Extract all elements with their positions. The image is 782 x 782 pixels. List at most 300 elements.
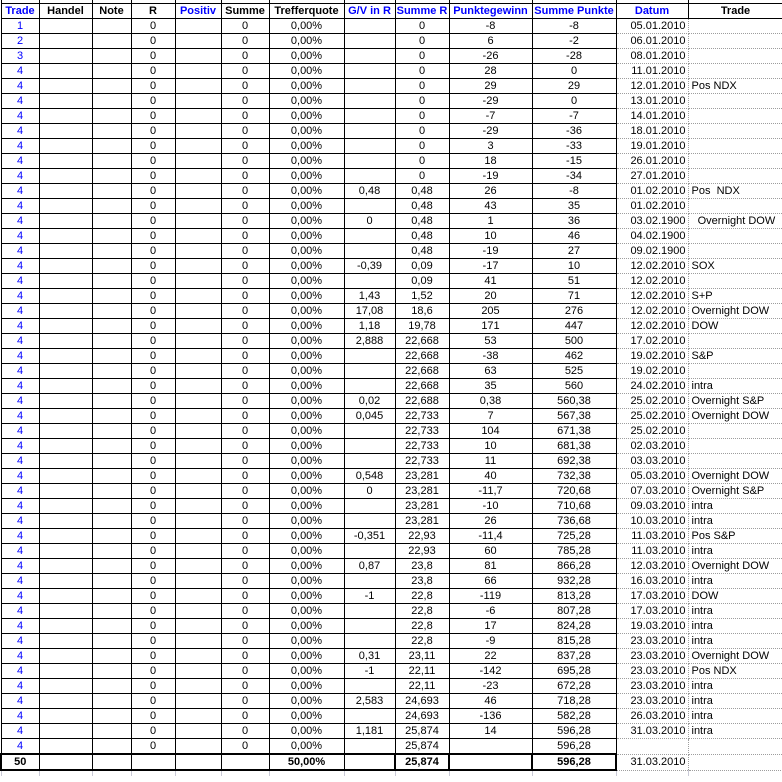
cell-punktegewinn[interactable]: 26 bbox=[449, 184, 532, 199]
cell-summe[interactable]: 0 bbox=[221, 574, 269, 589]
cell-r[interactable]: 0 bbox=[131, 484, 175, 499]
cell-summe-r[interactable]: 0 bbox=[395, 79, 449, 94]
cell-summe-r[interactable]: 22,8 bbox=[395, 634, 449, 649]
cell-summe[interactable]: 0 bbox=[221, 169, 269, 184]
cell-summe-punkte[interactable]: 46 bbox=[532, 229, 616, 244]
cell-summe[interactable]: 0 bbox=[221, 364, 269, 379]
cell-r[interactable]: 0 bbox=[131, 619, 175, 634]
cell-summe[interactable]: 0 bbox=[221, 499, 269, 514]
cell-trefferquote[interactable]: 0,00% bbox=[269, 499, 344, 514]
cell-summe[interactable]: 0 bbox=[221, 289, 269, 304]
cell-handel[interactable] bbox=[39, 289, 92, 304]
cell-positiv[interactable] bbox=[175, 49, 221, 64]
cell-trefferquote[interactable]: 0,00% bbox=[269, 694, 344, 709]
cell-summe[interactable]: 0 bbox=[221, 244, 269, 259]
cell-punktegewinn[interactable]: 40 bbox=[449, 469, 532, 484]
cell-gv-in-r[interactable]: 2,888 bbox=[344, 334, 395, 349]
cell-trefferquote[interactable]: 0,00% bbox=[269, 214, 344, 229]
cell-handel[interactable] bbox=[39, 19, 92, 34]
cell-note[interactable] bbox=[92, 604, 131, 619]
cell-positiv[interactable] bbox=[175, 109, 221, 124]
cell-r[interactable]: 0 bbox=[131, 214, 175, 229]
cell-summe-r[interactable]: 22,668 bbox=[395, 364, 449, 379]
cell-trade-label[interactable]: intra bbox=[688, 679, 782, 694]
cell-trefferquote[interactable]: 0,00% bbox=[269, 79, 344, 94]
cell-r[interactable]: 0 bbox=[131, 514, 175, 529]
cell-trefferquote[interactable]: 0,00% bbox=[269, 364, 344, 379]
cell-note[interactable] bbox=[92, 184, 131, 199]
cell-datum[interactable] bbox=[616, 739, 688, 755]
cell-note[interactable] bbox=[92, 169, 131, 184]
cell-r[interactable]: 0 bbox=[131, 739, 175, 755]
cell-summe[interactable]: 0 bbox=[221, 124, 269, 139]
cell-trade-nr[interactable]: 4 bbox=[1, 559, 39, 574]
cell-note[interactable] bbox=[92, 709, 131, 724]
cell-datum[interactable]: 10.03.2010 bbox=[616, 514, 688, 529]
cell-trade-label[interactable]: Overnight S&P bbox=[688, 484, 782, 499]
cell-trefferquote[interactable]: 0,00% bbox=[269, 319, 344, 334]
cell-r[interactable]: 0 bbox=[131, 64, 175, 79]
cell-summe-punkte[interactable]: 813,28 bbox=[532, 589, 616, 604]
cell-trefferquote[interactable]: 0,00% bbox=[269, 514, 344, 529]
cell-trade-label[interactable] bbox=[688, 169, 782, 184]
cell-punktegewinn[interactable]: -7 bbox=[449, 109, 532, 124]
cell-summe[interactable]: 0 bbox=[221, 19, 269, 34]
cell-trefferquote[interactable]: 0,00% bbox=[269, 439, 344, 454]
cell-trade-label[interactable] bbox=[688, 274, 782, 289]
cell-gv-in-r[interactable] bbox=[344, 34, 395, 49]
cell-punktegewinn[interactable]: 26 bbox=[449, 514, 532, 529]
cell-r[interactable]: 0 bbox=[131, 154, 175, 169]
cell-summe-punkte[interactable]: 736,68 bbox=[532, 514, 616, 529]
cell-handel[interactable] bbox=[39, 394, 92, 409]
cell-datum[interactable]: 12.03.2010 bbox=[616, 559, 688, 574]
cell-trade-label[interactable]: intra bbox=[688, 574, 782, 589]
cell-punktegewinn[interactable]: 10 bbox=[449, 229, 532, 244]
cell-datum[interactable]: 12.02.2010 bbox=[616, 274, 688, 289]
cell-summe-punkte[interactable]: 0 bbox=[532, 94, 616, 109]
cell-trade-nr[interactable]: 2 bbox=[1, 34, 39, 49]
cell-handel[interactable] bbox=[39, 49, 92, 64]
cell-summe-punkte[interactable]: 672,28 bbox=[532, 679, 616, 694]
cell-handel[interactable] bbox=[39, 709, 92, 724]
cell-r[interactable]: 0 bbox=[131, 469, 175, 484]
cell-trefferquote[interactable]: 0,00% bbox=[269, 124, 344, 139]
cell-summe[interactable]: 0 bbox=[221, 604, 269, 619]
cell-gv-in-r[interactable] bbox=[344, 739, 395, 755]
cell-punktegewinn[interactable]: -19 bbox=[449, 169, 532, 184]
cell-punktegewinn[interactable]: 28 bbox=[449, 64, 532, 79]
cell-trade-label[interactable]: Overnight DOW bbox=[688, 409, 782, 424]
cell-summe[interactable]: 0 bbox=[221, 229, 269, 244]
cell-gv-in-r[interactable]: 2,583 bbox=[344, 694, 395, 709]
cell-r[interactable]: 0 bbox=[131, 229, 175, 244]
total-handel[interactable] bbox=[39, 754, 92, 770]
total-summe-punkte[interactable]: 596,28 bbox=[532, 754, 616, 770]
cell-positiv[interactable] bbox=[175, 589, 221, 604]
cell-trade-label[interactable]: intra bbox=[688, 544, 782, 559]
cell-summe-r[interactable]: 24,693 bbox=[395, 709, 449, 724]
cell-summe-punkte[interactable]: 932,28 bbox=[532, 574, 616, 589]
cell-datum[interactable]: 11.01.2010 bbox=[616, 64, 688, 79]
cell-trade-nr[interactable]: 4 bbox=[1, 499, 39, 514]
cell-trade-nr[interactable]: 4 bbox=[1, 679, 39, 694]
total-trade-count[interactable]: 50 bbox=[1, 754, 39, 770]
cell-note[interactable] bbox=[92, 109, 131, 124]
cell-summe[interactable]: 0 bbox=[221, 154, 269, 169]
cell-positiv[interactable] bbox=[175, 19, 221, 34]
cell-summe[interactable]: 0 bbox=[221, 199, 269, 214]
cell-summe-punkte[interactable]: 837,28 bbox=[532, 649, 616, 664]
cell-summe-r[interactable]: 22,733 bbox=[395, 409, 449, 424]
cell-trefferquote[interactable]: 0,00% bbox=[269, 259, 344, 274]
cell-trefferquote[interactable]: 0,00% bbox=[269, 529, 344, 544]
cell-punktegewinn[interactable]: -6 bbox=[449, 604, 532, 619]
cell-datum[interactable]: 19.01.2010 bbox=[616, 139, 688, 154]
cell-datum[interactable]: 26.01.2010 bbox=[616, 154, 688, 169]
cell-note[interactable] bbox=[92, 574, 131, 589]
cell-trade-label[interactable]: intra bbox=[688, 709, 782, 724]
cell-r[interactable]: 0 bbox=[131, 559, 175, 574]
cell-datum[interactable]: 12.02.2010 bbox=[616, 259, 688, 274]
cell-datum[interactable]: 06.01.2010 bbox=[616, 34, 688, 49]
cell-summe-r[interactable]: 23,281 bbox=[395, 469, 449, 484]
cell-trade-nr[interactable]: 4 bbox=[1, 109, 39, 124]
col-header-g-v-in-r[interactable]: G/V in R bbox=[344, 4, 395, 19]
cell-handel[interactable] bbox=[39, 559, 92, 574]
cell-handel[interactable] bbox=[39, 679, 92, 694]
cell-summe-punkte[interactable]: 0 bbox=[532, 64, 616, 79]
cell-trade-nr[interactable]: 4 bbox=[1, 409, 39, 424]
cell-summe-r[interactable]: 0 bbox=[395, 139, 449, 154]
total-r[interactable] bbox=[131, 754, 175, 770]
cell-note[interactable] bbox=[92, 34, 131, 49]
cell-summe-r[interactable]: 0 bbox=[395, 19, 449, 34]
cell-note[interactable] bbox=[92, 409, 131, 424]
cell-gv-in-r[interactable] bbox=[344, 679, 395, 694]
cell-summe[interactable]: 0 bbox=[221, 94, 269, 109]
cell-summe[interactable]: 0 bbox=[221, 649, 269, 664]
cell-gv-in-r[interactable] bbox=[344, 49, 395, 64]
cell-positiv[interactable] bbox=[175, 649, 221, 664]
cell-summe-r[interactable]: 1,52 bbox=[395, 289, 449, 304]
cell-positiv[interactable] bbox=[175, 514, 221, 529]
cell-note[interactable] bbox=[92, 439, 131, 454]
cell-trade-nr[interactable]: 4 bbox=[1, 439, 39, 454]
cell-punktegewinn[interactable]: -38 bbox=[449, 349, 532, 364]
cell-note[interactable] bbox=[92, 679, 131, 694]
col-header-trade-right[interactable]: Trade bbox=[688, 4, 782, 19]
cell-trade-label[interactable]: intra bbox=[688, 634, 782, 649]
cell-r[interactable]: 0 bbox=[131, 589, 175, 604]
cell-handel[interactable] bbox=[39, 319, 92, 334]
cell-punktegewinn[interactable]: 22 bbox=[449, 649, 532, 664]
cell-summe-punkte[interactable]: 35 bbox=[532, 199, 616, 214]
cell-handel[interactable] bbox=[39, 544, 92, 559]
cell-trade-nr[interactable]: 4 bbox=[1, 574, 39, 589]
cell-punktegewinn[interactable]: 43 bbox=[449, 199, 532, 214]
cell-trade-label[interactable] bbox=[688, 454, 782, 469]
cell-trefferquote[interactable]: 0,00% bbox=[269, 484, 344, 499]
cell-r[interactable]: 0 bbox=[131, 649, 175, 664]
cell-datum[interactable]: 13.01.2010 bbox=[616, 94, 688, 109]
cell-trade-nr[interactable]: 3 bbox=[1, 49, 39, 64]
cell-positiv[interactable] bbox=[175, 244, 221, 259]
cell-trefferquote[interactable]: 0,00% bbox=[269, 334, 344, 349]
cell-summe-r[interactable]: 22,11 bbox=[395, 664, 449, 679]
cell-note[interactable] bbox=[92, 364, 131, 379]
cell-gv-in-r[interactable]: 0,045 bbox=[344, 409, 395, 424]
cell-r[interactable]: 0 bbox=[131, 334, 175, 349]
cell-trefferquote[interactable]: 0,00% bbox=[269, 739, 344, 755]
cell-note[interactable] bbox=[92, 544, 131, 559]
cell-r[interactable]: 0 bbox=[131, 604, 175, 619]
cell-punktegewinn[interactable]: -11,4 bbox=[449, 529, 532, 544]
cell-handel[interactable] bbox=[39, 139, 92, 154]
cell-summe[interactable]: 0 bbox=[221, 514, 269, 529]
cell-positiv[interactable] bbox=[175, 274, 221, 289]
cell-summe[interactable]: 0 bbox=[221, 544, 269, 559]
cell-positiv[interactable] bbox=[175, 289, 221, 304]
cell-summe-punkte[interactable]: 807,28 bbox=[532, 604, 616, 619]
cell-handel[interactable] bbox=[39, 214, 92, 229]
cell-gv-in-r[interactable] bbox=[344, 229, 395, 244]
cell-r[interactable]: 0 bbox=[131, 19, 175, 34]
cell-punktegewinn[interactable]: -26 bbox=[449, 49, 532, 64]
cell-summe[interactable]: 0 bbox=[221, 469, 269, 484]
cell-summe-r[interactable]: 23,281 bbox=[395, 499, 449, 514]
cell-summe-r[interactable]: 22,93 bbox=[395, 544, 449, 559]
cell-gv-in-r[interactable]: 0,87 bbox=[344, 559, 395, 574]
cell-summe-r[interactable]: 22,733 bbox=[395, 424, 449, 439]
total-summe-r[interactable]: 25,874 bbox=[395, 754, 449, 770]
cell-datum[interactable]: 08.01.2010 bbox=[616, 49, 688, 64]
cell-trade-nr[interactable]: 4 bbox=[1, 364, 39, 379]
cell-handel[interactable] bbox=[39, 604, 92, 619]
cell-summe[interactable]: 0 bbox=[221, 484, 269, 499]
cell-datum[interactable]: 05.03.2010 bbox=[616, 469, 688, 484]
cell-datum[interactable]: 05.01.2010 bbox=[616, 19, 688, 34]
cell-trefferquote[interactable]: 0,00% bbox=[269, 709, 344, 724]
cell-handel[interactable] bbox=[39, 409, 92, 424]
cell-summe-r[interactable]: 0,48 bbox=[395, 229, 449, 244]
cell-summe-r[interactable]: 0 bbox=[395, 169, 449, 184]
cell-summe[interactable]: 0 bbox=[221, 349, 269, 364]
cell-positiv[interactable] bbox=[175, 499, 221, 514]
cell-trefferquote[interactable]: 0,00% bbox=[269, 574, 344, 589]
cell-handel[interactable] bbox=[39, 529, 92, 544]
total-note[interactable] bbox=[92, 754, 131, 770]
cell-summe[interactable]: 0 bbox=[221, 424, 269, 439]
cell-r[interactable]: 0 bbox=[131, 139, 175, 154]
cell-summe[interactable]: 0 bbox=[221, 64, 269, 79]
cell-positiv[interactable] bbox=[175, 304, 221, 319]
cell-r[interactable]: 0 bbox=[131, 319, 175, 334]
cell-handel[interactable] bbox=[39, 574, 92, 589]
cell-trefferquote[interactable]: 0,00% bbox=[269, 229, 344, 244]
cell-punktegewinn[interactable]: 1 bbox=[449, 214, 532, 229]
cell-punktegewinn[interactable]: -9 bbox=[449, 634, 532, 649]
cell-summe-r[interactable]: 22,733 bbox=[395, 454, 449, 469]
col-header-datum[interactable]: Datum bbox=[616, 4, 688, 19]
cell-trade-label[interactable]: Pos NDX bbox=[688, 664, 782, 679]
col-header-summe[interactable]: Summe bbox=[221, 4, 269, 19]
cell-handel[interactable] bbox=[39, 724, 92, 739]
cell-punktegewinn[interactable]: -19 bbox=[449, 244, 532, 259]
cell-summe-r[interactable]: 0 bbox=[395, 34, 449, 49]
cell-summe[interactable]: 0 bbox=[221, 259, 269, 274]
cell-handel[interactable] bbox=[39, 694, 92, 709]
cell-summe-r[interactable]: 0,48 bbox=[395, 184, 449, 199]
cell-gv-in-r[interactable]: 0,548 bbox=[344, 469, 395, 484]
cell-trade-label[interactable]: Pos NDX bbox=[688, 79, 782, 94]
cell-handel[interactable] bbox=[39, 154, 92, 169]
cell-gv-in-r[interactable] bbox=[344, 109, 395, 124]
cell-trefferquote[interactable]: 0,00% bbox=[269, 169, 344, 184]
cell-positiv[interactable] bbox=[175, 319, 221, 334]
cell-summe[interactable]: 0 bbox=[221, 139, 269, 154]
cell-gv-in-r[interactable]: 17,08 bbox=[344, 304, 395, 319]
cell-datum[interactable]: 31.03.2010 bbox=[616, 724, 688, 739]
cell-gv-in-r[interactable] bbox=[344, 514, 395, 529]
cell-trade-nr[interactable]: 4 bbox=[1, 334, 39, 349]
cell-positiv[interactable] bbox=[175, 559, 221, 574]
cell-summe-punkte[interactable]: -28 bbox=[532, 49, 616, 64]
cell-punktegewinn[interactable]: 41 bbox=[449, 274, 532, 289]
cell-trefferquote[interactable]: 0,00% bbox=[269, 34, 344, 49]
cell-positiv[interactable] bbox=[175, 409, 221, 424]
cell-summe-punkte[interactable]: 582,28 bbox=[532, 709, 616, 724]
cell-punktegewinn[interactable]: 3 bbox=[449, 139, 532, 154]
cell-punktegewinn[interactable]: 63 bbox=[449, 364, 532, 379]
cell-datum[interactable]: 23.03.2010 bbox=[616, 694, 688, 709]
cell-note[interactable] bbox=[92, 589, 131, 604]
cell-handel[interactable] bbox=[39, 124, 92, 139]
col-header-r[interactable]: R bbox=[131, 4, 175, 19]
cell-trade-nr[interactable]: 4 bbox=[1, 259, 39, 274]
cell-note[interactable] bbox=[92, 529, 131, 544]
cell-trade-nr[interactable]: 4 bbox=[1, 289, 39, 304]
cell-positiv[interactable] bbox=[175, 454, 221, 469]
cell-summe[interactable]: 0 bbox=[221, 79, 269, 94]
cell-summe[interactable]: 0 bbox=[221, 334, 269, 349]
cell-summe[interactable]: 0 bbox=[221, 679, 269, 694]
cell-handel[interactable] bbox=[39, 79, 92, 94]
cell-note[interactable] bbox=[92, 139, 131, 154]
cell-summe[interactable]: 0 bbox=[221, 724, 269, 739]
cell-trade-label[interactable] bbox=[688, 109, 782, 124]
cell-datum[interactable]: 19.03.2010 bbox=[616, 619, 688, 634]
cell-summe-r[interactable]: 25,874 bbox=[395, 739, 449, 755]
cell-trefferquote[interactable]: 0,00% bbox=[269, 49, 344, 64]
cell-note[interactable] bbox=[92, 454, 131, 469]
cell-note[interactable] bbox=[92, 424, 131, 439]
cell-trefferquote[interactable]: 0,00% bbox=[269, 379, 344, 394]
cell-summe-punkte[interactable]: 732,38 bbox=[532, 469, 616, 484]
cell-r[interactable]: 0 bbox=[131, 49, 175, 64]
cell-datum[interactable]: 23.03.2010 bbox=[616, 664, 688, 679]
cell-r[interactable]: 0 bbox=[131, 199, 175, 214]
cell-trade-nr[interactable]: 4 bbox=[1, 94, 39, 109]
cell-datum[interactable]: 14.01.2010 bbox=[616, 109, 688, 124]
cell-positiv[interactable] bbox=[175, 394, 221, 409]
total-trefferquote[interactable]: 50,00% bbox=[269, 754, 344, 770]
cell-r[interactable]: 0 bbox=[131, 349, 175, 364]
cell-handel[interactable] bbox=[39, 169, 92, 184]
cell-positiv[interactable] bbox=[175, 154, 221, 169]
cell-r[interactable]: 0 bbox=[131, 379, 175, 394]
cell-note[interactable] bbox=[92, 514, 131, 529]
cell-trefferquote[interactable]: 0,00% bbox=[269, 634, 344, 649]
cell-handel[interactable] bbox=[39, 94, 92, 109]
cell-note[interactable] bbox=[92, 244, 131, 259]
cell-note[interactable] bbox=[92, 199, 131, 214]
cell-summe[interactable]: 0 bbox=[221, 394, 269, 409]
cell-punktegewinn[interactable]: -29 bbox=[449, 94, 532, 109]
cell-r[interactable]: 0 bbox=[131, 709, 175, 724]
cell-trade-label[interactable]: S&P bbox=[688, 349, 782, 364]
cell-datum[interactable]: 12.01.2010 bbox=[616, 79, 688, 94]
col-header-trefferquote[interactable]: Trefferquote bbox=[269, 4, 344, 19]
cell-datum[interactable]: 18.01.2010 bbox=[616, 124, 688, 139]
cell-trade-label[interactable] bbox=[688, 64, 782, 79]
cell-note[interactable] bbox=[92, 619, 131, 634]
cell-trade-label[interactable] bbox=[688, 124, 782, 139]
cell-trade-label[interactable]: DOW bbox=[688, 589, 782, 604]
cell-note[interactable] bbox=[92, 289, 131, 304]
cell-positiv[interactable] bbox=[175, 709, 221, 724]
cell-positiv[interactable] bbox=[175, 94, 221, 109]
cell-punktegewinn[interactable]: 104 bbox=[449, 424, 532, 439]
cell-trade-nr[interactable]: 4 bbox=[1, 634, 39, 649]
col-header-summe-punkte[interactable]: Summe Punkte bbox=[532, 4, 616, 19]
cell-trade-label[interactable]: intra bbox=[688, 499, 782, 514]
cell-summe-r[interactable]: 0,09 bbox=[395, 274, 449, 289]
cell-trefferquote[interactable]: 0,00% bbox=[269, 19, 344, 34]
cell-r[interactable]: 0 bbox=[131, 244, 175, 259]
cell-positiv[interactable] bbox=[175, 199, 221, 214]
cell-summe-punkte[interactable]: 815,28 bbox=[532, 634, 616, 649]
cell-note[interactable] bbox=[92, 634, 131, 649]
cell-summe-r[interactable]: 0 bbox=[395, 94, 449, 109]
cell-punktegewinn[interactable]: 46 bbox=[449, 694, 532, 709]
cell-trade-nr[interactable]: 4 bbox=[1, 349, 39, 364]
cell-punktegewinn[interactable]: -10 bbox=[449, 499, 532, 514]
cell-gv-in-r[interactable]: -0,351 bbox=[344, 529, 395, 544]
cell-summe-r[interactable]: 0,48 bbox=[395, 214, 449, 229]
cell-note[interactable] bbox=[92, 484, 131, 499]
cell-r[interactable]: 0 bbox=[131, 109, 175, 124]
cell-summe-punkte[interactable]: 560,38 bbox=[532, 394, 616, 409]
cell-note[interactable] bbox=[92, 49, 131, 64]
cell-handel[interactable] bbox=[39, 199, 92, 214]
cell-trade-label[interactable] bbox=[688, 424, 782, 439]
cell-gv-in-r[interactable] bbox=[344, 634, 395, 649]
cell-trade-nr[interactable]: 4 bbox=[1, 124, 39, 139]
cell-positiv[interactable] bbox=[175, 124, 221, 139]
cell-gv-in-r[interactable]: 0 bbox=[344, 214, 395, 229]
cell-datum[interactable]: 09.02.1900 bbox=[616, 244, 688, 259]
cell-note[interactable] bbox=[92, 334, 131, 349]
cell-gv-in-r[interactable] bbox=[344, 19, 395, 34]
cell-trade-nr[interactable]: 4 bbox=[1, 79, 39, 94]
cell-handel[interactable] bbox=[39, 469, 92, 484]
cell-gv-in-r[interactable] bbox=[344, 544, 395, 559]
cell-trade-label[interactable] bbox=[688, 199, 782, 214]
cell-trade-nr[interactable]: 4 bbox=[1, 739, 39, 755]
cell-trade-label[interactable]: Pos S&P bbox=[688, 529, 782, 544]
cell-datum[interactable]: 16.03.2010 bbox=[616, 574, 688, 589]
